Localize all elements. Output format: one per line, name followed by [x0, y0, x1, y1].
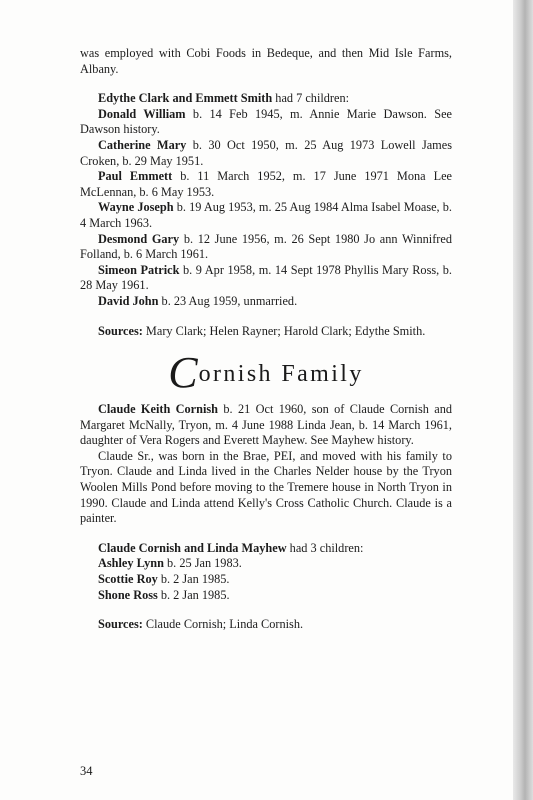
cornish-parents-names: Claude Cornish and Linda Mayhew: [98, 540, 287, 555]
page-content: [80, 46, 452, 633]
clark-child-entry: Wayne Joseph b. 19 Aug 1953, m. 25 Aug 1984 Alma Isabel Moase, b. 4 March 1963.: [80, 200, 452, 230]
cornish-children-intro: Claude Cornish and Linda Mayhew had 3 children:: [98, 540, 364, 555]
clark-child-entry: David John b. 23 Aug 1959, unmarried.: [98, 293, 298, 308]
cornish-child-entry: Scottie Roy b. 2 Jan 1985.: [98, 572, 230, 587]
page-edge-shadow: [513, 0, 533, 800]
clark-child-entry: Desmond Gary b. 12 June 1956, m. 26 Sept 1980 Jo ann Winnifred Folland, b. 6 March 1961.: [80, 231, 452, 262]
clark-child-entry: Catherine Mary b. 30 Oct 1950, m. 25 Aug 1973 Lowell James Croken, b. 29 May 1951.: [80, 137, 452, 168]
section-heading-cornish-family: [80, 348, 452, 398]
page-number: 34: [80, 764, 93, 778]
intro-paragraph: was employed with Cobi Foods in Bedeque, and then Mid Isle Farms, Albany.: [80, 46, 452, 76]
clark-child-entry: Paul Emmett b. 11 March 1952, m. 17 June 1971 Mona Lee McLennan, b. 6 May 1953.: [80, 169, 452, 199]
heading-initial: C: [168, 348, 198, 398]
cornish-child-entry: Shone Ross b. 2 Jan 1985.: [98, 587, 230, 602]
cornish-paragraph-1: Claude Keith Cornish b. 21 Oct 1960, son of Claude Cornish and Margaret McNally, Tryon, m. 4 June 1988 Linda Jean, b. 14 March 1961, daughter of Vera Rogers and Everett Mayhew. See Mayhew history.: [80, 402, 452, 448]
clark-child-entry: Simeon Patrick b. 9 Apr 1958, m. 14 Sept 1978 Phyllis Mary Ross, b. 28 May 1961.: [80, 262, 452, 293]
cornish-paragraph-2: Claude Sr., was born in the Brae, PEI, and moved with his family to Tryon. Claude and Linda lived in the Charles Nelder house by the Tryon Woolen Mills Pond before moving to the Tremere house in North Tryon in 1990. Claude and Linda attend Kelly's Cross Catholic Church. Claude is a painter.: [80, 448, 452, 526]
heading-rest: ornish Family: [198, 361, 364, 388]
cornish-sources: Sources: Claude Cornish; Linda Cornish.: [98, 617, 304, 632]
clark-child-entry: Donald William b. 14 Feb 1945, m. Annie Marie Dawson. See Dawson history.: [80, 106, 452, 137]
clark-sources: Sources: Mary Clark; Helen Rayner; Harold Clark; Edythe Smith.: [98, 323, 426, 338]
clark-parents-names: Edythe Clark and Emmett Smith: [98, 91, 273, 106]
clark-children-intro: Edythe Clark and Emmett Smith had 7 children:: [98, 91, 350, 106]
cornish-child-entry: Ashley Lynn b. 25 Jan 1983.: [98, 556, 242, 571]
